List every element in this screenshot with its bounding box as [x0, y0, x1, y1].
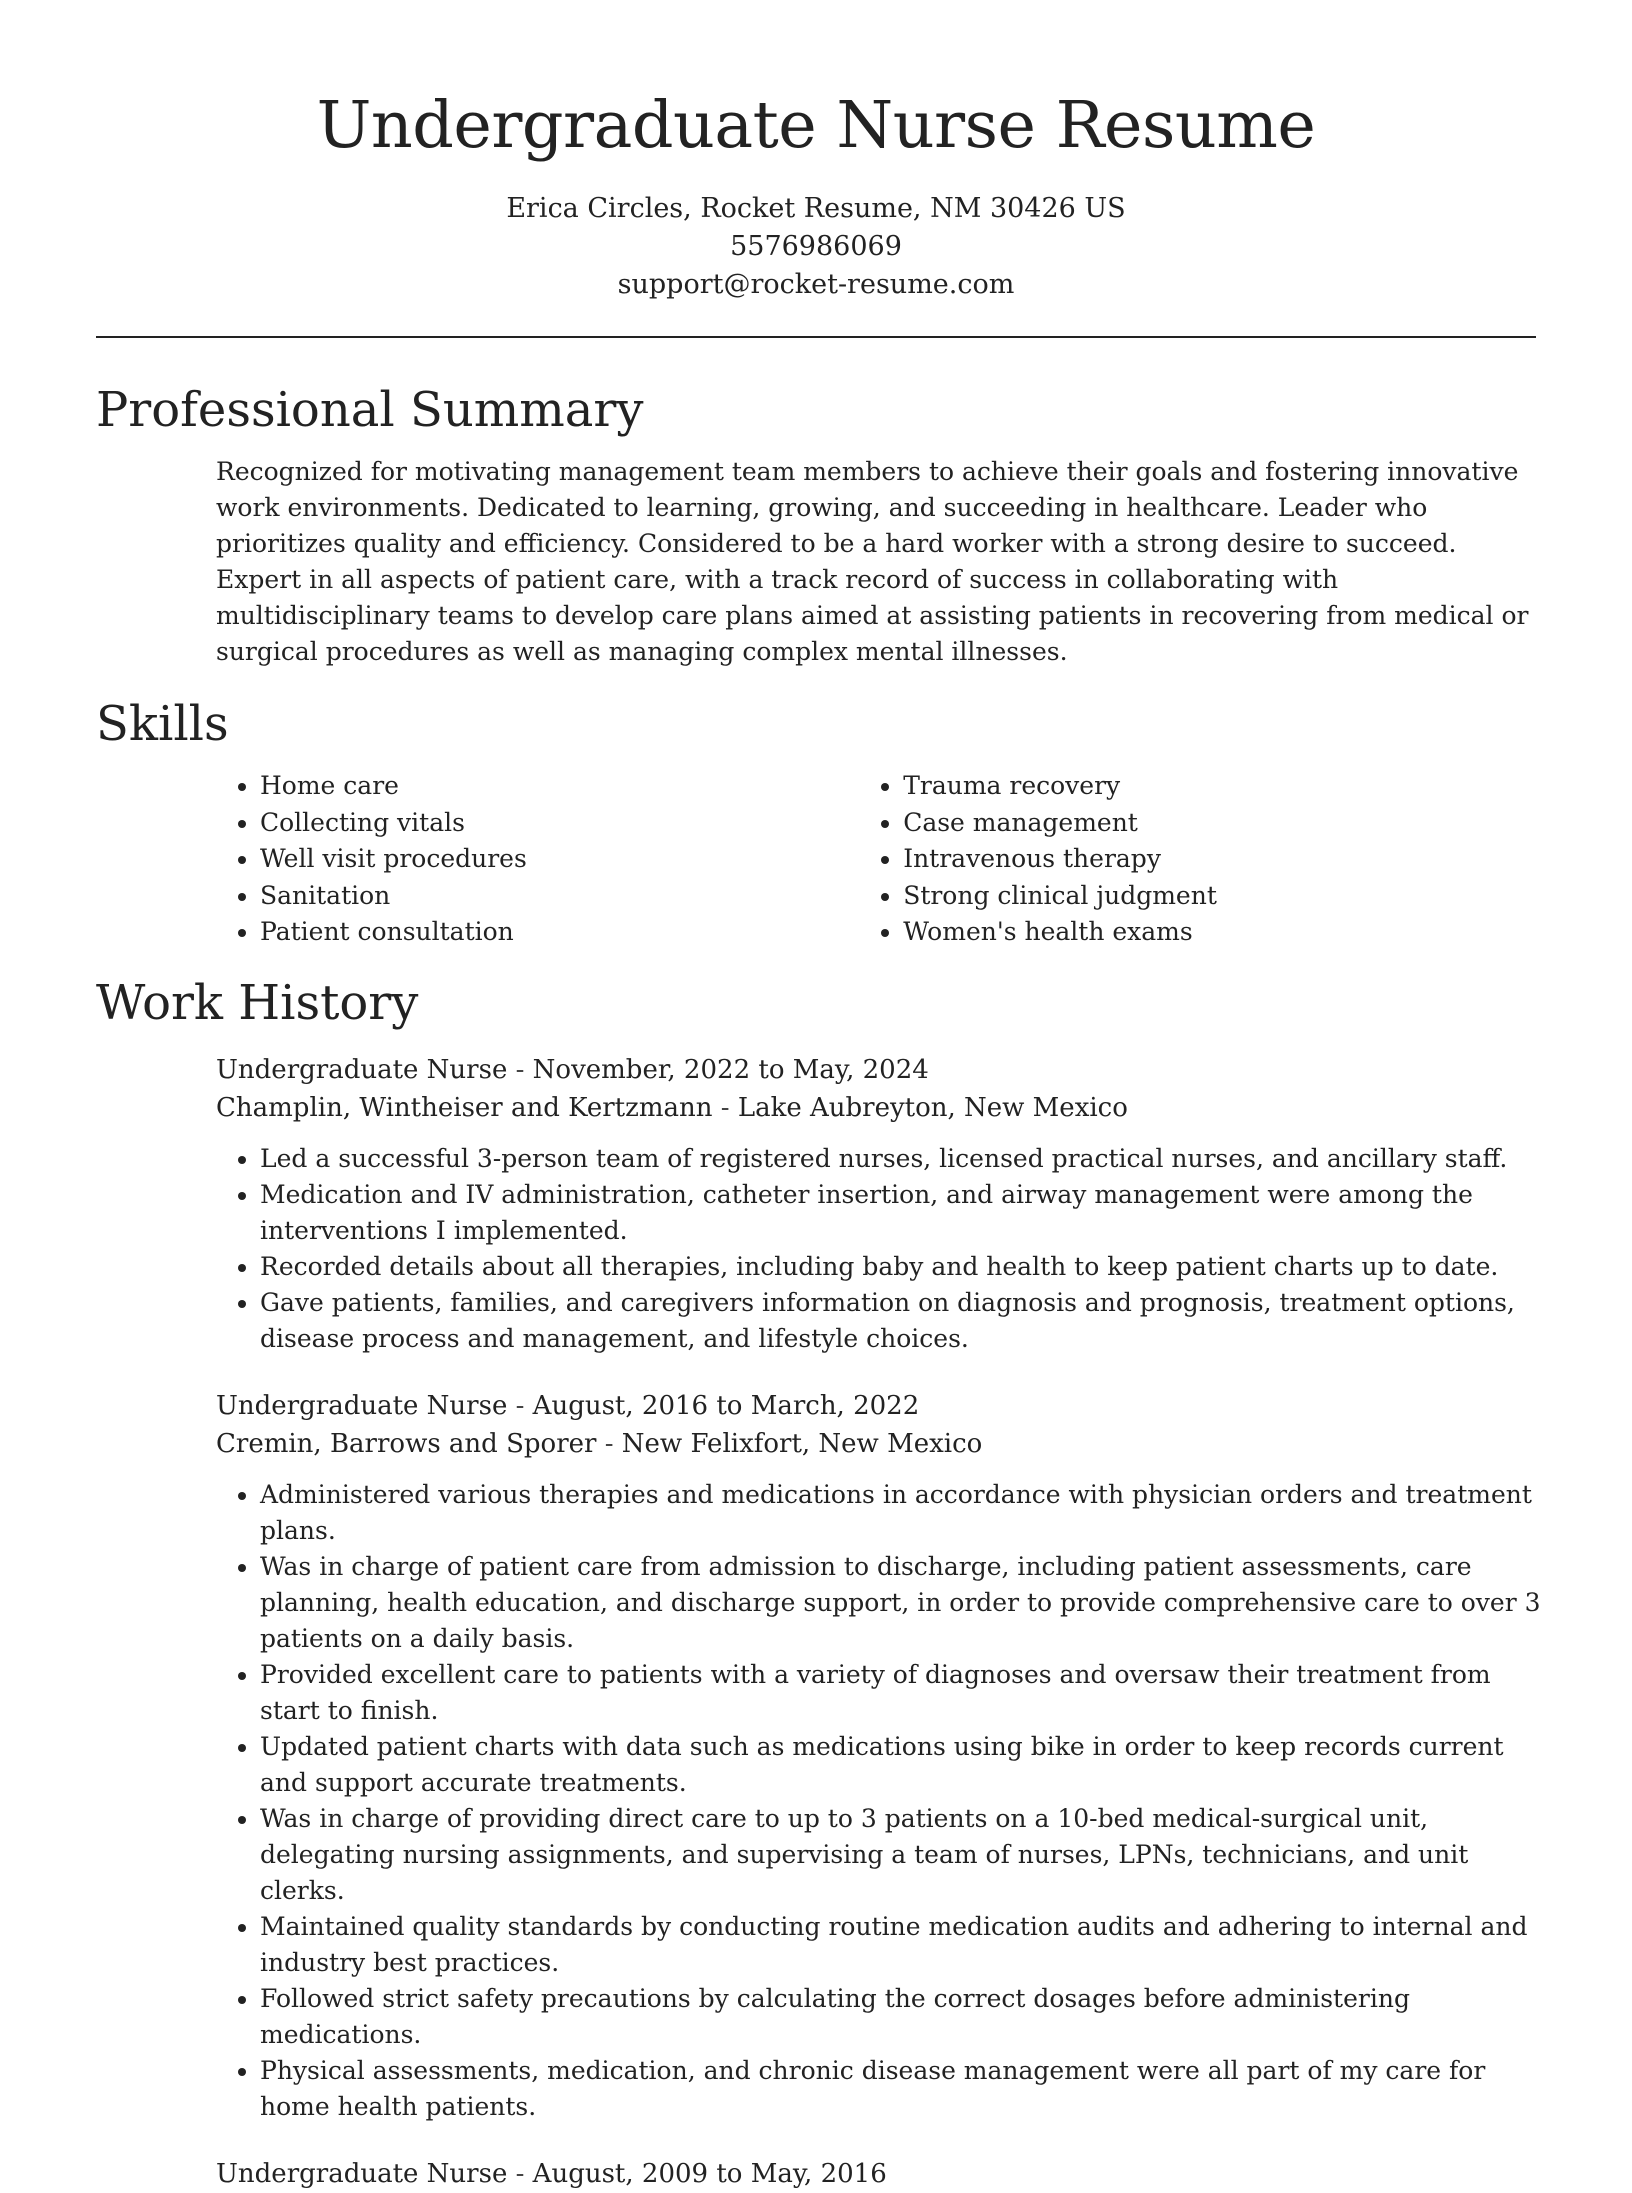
- job-bullet: • Updated patient charts with data such as medications using bike in order to keep records current and support accurate treatments.: [260, 1729, 1550, 1801]
- job-dates: November, 2022 to May, 2024: [532, 1054, 929, 1085]
- job-location: New Felixfort, New Mexico: [621, 1428, 983, 1459]
- work-history-section: [96, 973, 1541, 2193]
- job-bullet: • Physical assessments, medication, and chronic disease management were all part of my care for home health patients.: [260, 2053, 1550, 2125]
- skill-item: • Women's health exams: [903, 914, 1536, 951]
- header-divider: [96, 336, 1536, 338]
- summary-heading: Professional Summary: [96, 382, 644, 438]
- job-title-line: Undergraduate Nurse - August, 2009 to May, 2016: [216, 2158, 887, 2189]
- summary-section: [96, 380, 1536, 670]
- skills-left-list: [216, 768, 859, 951]
- skill-item: • Strong clinical judgment: [903, 878, 1536, 915]
- skills-section: [96, 694, 1536, 951]
- job-bullet: • Followed strict safety precautions by calculating the correct dosages before administering medications.: [260, 1981, 1550, 2053]
- job-title: Undergraduate Nurse: [216, 2158, 508, 2189]
- job-bullet: • Gave patients, families, and caregivers information on diagnosis and prognosis, treatment options, disease process and management, and lifestyle choices.: [260, 1285, 1550, 1357]
- job-bullets: [216, 1141, 1550, 1357]
- job-bullet: • Medication and IV administration, catheter insertion, and airway management were among the interventions I implemented.: [260, 1177, 1550, 1249]
- job-title: Undergraduate Nurse: [216, 1390, 508, 1421]
- skill-item: • Patient consultation: [260, 914, 859, 951]
- resume-title: Undergraduate Nurse Resume: [316, 88, 1316, 163]
- job-dates: August, 2009 to May, 2016: [532, 2158, 887, 2189]
- resume-header: [96, 86, 1536, 304]
- job-title: Undergraduate Nurse: [216, 1054, 508, 1085]
- job-bullet: • Was in charge of providing direct care to up to 3 patients on a 10-bed medical-surgical unit, delegating nursing assignments, and supervising a team of nurses, LPNs, technicians, and unit clerks.: [260, 1801, 1550, 1909]
- job-entry: [216, 2155, 1536, 2193]
- skill-item: • Trauma recovery: [903, 768, 1536, 805]
- job-bullets: [216, 1477, 1550, 2125]
- email: support@rocket-resume.com: [617, 269, 1015, 300]
- address: Erica Circles, Rocket Resume, NM 30426 US: [506, 193, 1126, 224]
- job-title-line: Undergraduate Nurse - November, 2022 to May, 2024: [216, 1054, 929, 1085]
- job-bullet: • Led a successful 3-person team of registered nurses, licensed practical nurses, and ancillary staff.: [260, 1141, 1550, 1177]
- skill-item: • Case management: [903, 805, 1536, 842]
- skill-item: • Sanitation: [260, 878, 859, 915]
- skill-item: • Collecting vitals: [260, 805, 859, 842]
- skill-item: • Well visit procedures: [260, 841, 859, 878]
- job-entry: [216, 1051, 1536, 1357]
- job-company: Champlin, Wintheiser and Kertzmann: [216, 1092, 713, 1123]
- job-company-line: Champlin, Wintheiser and Kertzmann - Lake Aubreyton, New Mexico: [216, 1092, 1128, 1123]
- skills-heading: Skills: [96, 696, 229, 752]
- job-entry: [216, 1387, 1541, 2125]
- skill-item: • Intravenous therapy: [903, 841, 1536, 878]
- skills-columns: [216, 768, 1536, 951]
- job-company-line: Cremin, Barrows and Sporer - New Felixfort, New Mexico: [216, 1428, 983, 1459]
- job-bullet: • Was in charge of patient care from admission to discharge, including patient assessments, care planning, health education, and discharge support, in order to provide comprehensive care to over 3 patients on a daily basis.: [260, 1549, 1550, 1657]
- skill-item: • Home care: [260, 768, 859, 805]
- job-bullet: • Maintained quality standards by conducting routine medication audits and adhering to internal and industry best practices.: [260, 1909, 1550, 1981]
- skills-right-list: [859, 768, 1536, 951]
- job-company: Cremin, Barrows and Sporer: [216, 1428, 597, 1459]
- job-location: Lake Aubreyton, New Mexico: [737, 1092, 1128, 1123]
- job-bullet: • Recorded details about all therapies, including baby and health to keep patient charts up to date.: [260, 1249, 1550, 1285]
- work-history-heading: Work History: [96, 974, 419, 1031]
- resume-page: [96, 0, 1541, 2193]
- summary-text: Recognized for motivating management team members to achieve their goals and fostering innovative work environments. Dedicated to learning, growing, and succeeding in healthcare. Leader who prioritizes quality and efficiency. Considered to be a hard worker with a strong desire to succeed. Expert in all aspects of patient care, with a track record of success in collaborating with multidisciplinary teams to develop care plans aimed at assisting patients in recovering from medical or surgical procedures as well as managing complex mental illnesses.: [216, 457, 1529, 666]
- job-title-line: Undergraduate Nurse - August, 2016 to March, 2022: [216, 1390, 920, 1421]
- job-bullet: • Provided excellent care to patients with a variety of diagnoses and oversaw their treatment from start to finish.: [260, 1657, 1550, 1729]
- phone: 5576986069: [730, 231, 902, 262]
- job-bullet: • Administered various therapies and medications in accordance with physician orders and treatment plans.: [260, 1477, 1550, 1549]
- job-dates: August, 2016 to March, 2022: [532, 1390, 920, 1421]
